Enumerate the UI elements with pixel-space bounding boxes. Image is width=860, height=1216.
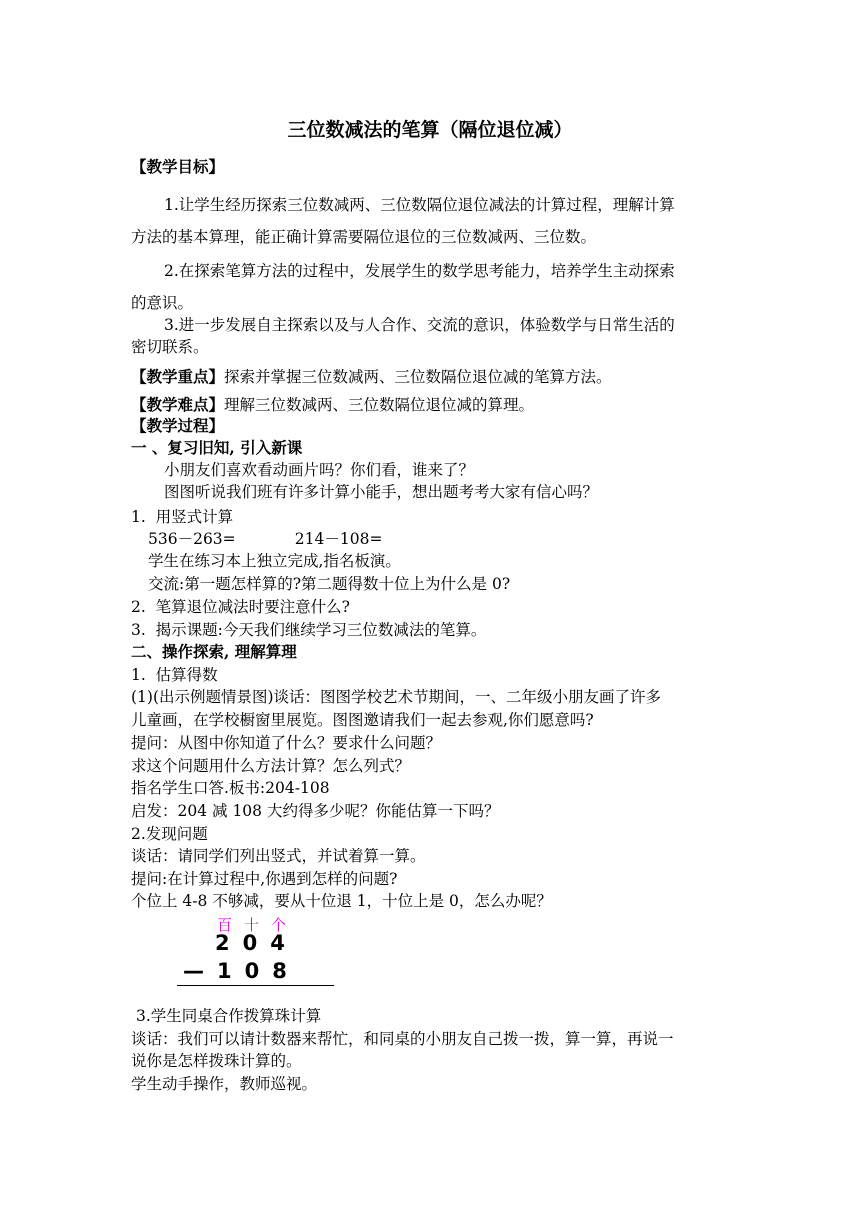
section-2-line: 个位上 4-8 不够减，要从十位退 1，十位上是 0，怎么办呢？ (131, 892, 552, 910)
minuend: 204 (215, 931, 298, 955)
section-2-line: 学生动手操作，教师巡视。 (131, 1075, 318, 1093)
section-2-line: 求这个问题用什么方法计算？怎么列式？ (131, 757, 411, 775)
section-2-line: 提问：从图中你知道了什么？要求什么问题？ (131, 734, 442, 752)
diff-label: 【教学难点】 (131, 395, 225, 414)
key-text: 探索并掌握三位数减两、三位数隔位退位减的笔算方法。 (224, 368, 612, 386)
doc-title: 三位数减法的笔算（隔位退位减） (287, 119, 573, 141)
section-2-item-1: 1. 估算得数 (131, 666, 218, 684)
section-1-line: 交流:第一题怎样算的?第二题得数十位上为什么是 0? (148, 575, 511, 593)
goals-heading: 【教学目标】 (131, 157, 225, 176)
section-1-title: 一 、复习旧知, 引入新课 (131, 438, 303, 457)
section-2-line: 谈话：我们可以请计数器来帮忙，和同桌的小朋友自己拨一拨，算一算，再说一 (131, 1030, 674, 1048)
key-label: 【教学重点】 (131, 367, 225, 386)
difficult-point (131, 394, 534, 416)
section-1-item-2: 2. 笔算退位减法时要注意什么? (131, 598, 350, 616)
diff-text: 理解三位数减两、三位数隔位退位减的算理。 (224, 396, 535, 414)
section-1-item-1: 1. 用竖式计算 (131, 508, 234, 526)
key-point (131, 366, 612, 388)
section-2-item-2: 2.发现问题 (131, 825, 208, 843)
goal-1-line-1: 1.让学生经历探索三位数减两、三位数隔位退位减法的计算过程，理解计算 (164, 196, 675, 214)
goal-3-line-2: 密切联系。 (131, 338, 209, 356)
section-2-line: (1)(出示例题情景图)谈话：图图学校艺术节期间，一、二年级小朋友画了许多 (131, 688, 662, 706)
section-1-calc: 536－263= 214－108= (148, 530, 383, 548)
process-heading: 【教学过程】 (131, 416, 225, 435)
goal-1-line-2: 方法的基本算理，能正确计算需要隔位退位的三位数减两、三位数。 (131, 228, 597, 246)
section-2-line: 提问:在计算过程中,你遇到怎样的问题? (131, 870, 398, 888)
section-1-line: 学生在练习本上独立完成,指名板演。 (148, 552, 401, 570)
section-2-line: 指名学生口答.板书:204-108 (131, 779, 330, 797)
section-2-item-3: 3.学生同桌合作拨算珠计算 (136, 1007, 322, 1025)
goal-2-line-2: 的意识。 (131, 294, 194, 312)
section-2-line: 谈话：请同学们列出竖式，并试着算一算。 (131, 847, 426, 865)
section-1-line: 小朋友们喜欢看动画片吗？你们看，谁来了？ (164, 461, 475, 479)
section-2-line: 启发：204 减 108 大约得多少呢？你能估算一下吗？ (131, 802, 500, 820)
goal-3-line-1: 3.进一步发展自主探索以及与人合作、交流的意识，体验数学与日常生活的 (164, 316, 675, 334)
section-2-line: 儿童画，在学校橱窗里展览。图图邀请我们一起去参观,你们愿意吗? (131, 711, 594, 729)
subtrahend: —108 (183, 959, 300, 983)
section-1-line: 图图听说我们班有许多计算小能手，想出题考考大家有信心吗？ (164, 483, 599, 501)
section-1-item-3: 3. 揭示课题:今天我们继续学习三位数减法的笔算。 (131, 621, 487, 639)
result-line (177, 985, 334, 986)
goal-2-line-1: 2.在探索笔算方法的过程中，发展学生的数学思考能力，培养学生主动探索 (164, 262, 675, 280)
section-2-line: 说你是怎样拨珠计算的。 (131, 1052, 302, 1070)
place-value-labels: 百十个 (217, 916, 299, 934)
section-2-title: 二、操作探索, 理解算理 (131, 642, 297, 661)
